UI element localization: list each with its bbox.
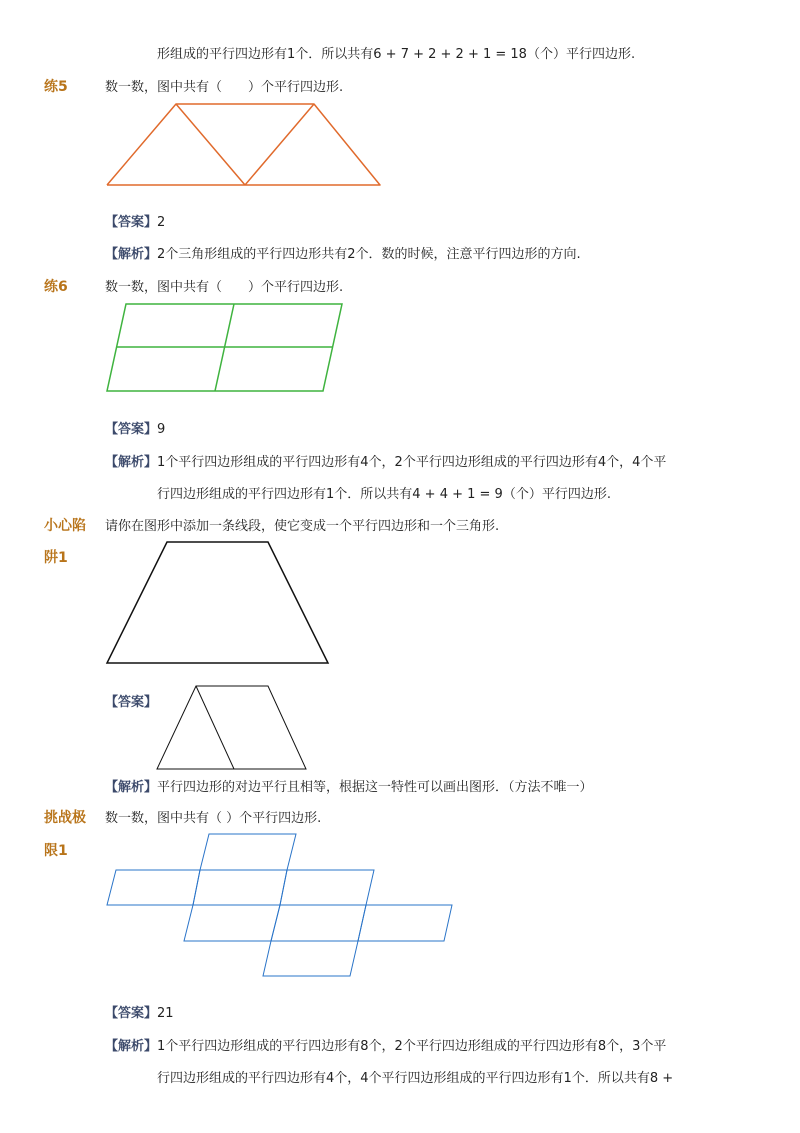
trap-1-question: 请你在图形中添加一条线段，使它变成一个平行四边形和一个三角形. bbox=[105, 519, 500, 534]
answer-tag: 【答案】 bbox=[105, 1006, 158, 1021]
challenge-1-analysis-line2: 行四边形组成的平行四边形有4个，4个平行四边形组成的平行四边形有1个．所以共有8 + bbox=[157, 1071, 674, 1086]
answer-value: 21 bbox=[157, 1006, 174, 1021]
analysis-text: 2个三角形组成的平行四边形共有2个．数的时候，注意平行四边形的方向. bbox=[157, 247, 581, 262]
answer-value: 2 bbox=[157, 215, 166, 230]
trap-1-label-line1: 小心陷 bbox=[44, 518, 86, 534]
challenge-1-question: 数一数，图中共有（ ）个平行四边形. bbox=[105, 811, 322, 826]
analysis-text: 平行四边形的对边平行且相等，根据这一特性可以画出图形．（方法不唯一） bbox=[157, 780, 593, 795]
trap-1-label-line2: 阱1 bbox=[44, 550, 68, 566]
cell-row1-c bbox=[280, 870, 374, 905]
exercise-6-analysis-line2: 行四边形组成的平行四边形有1个．所以共有4 + 4 + 1 = 9（个）平行四边形. bbox=[157, 487, 611, 502]
exercise-6-label: 练6 bbox=[44, 279, 68, 295]
cell-row2-b bbox=[271, 905, 366, 941]
analysis-text: 1个平行四边形组成的平行四边形有8个，2个平行四边形组成的平行四边形有8个，3个平 bbox=[157, 1039, 667, 1054]
analysis-tag: 【解析】 bbox=[105, 247, 158, 262]
answer-tag: 【答案】 bbox=[105, 695, 158, 710]
cell-row2-c bbox=[358, 905, 452, 941]
challenge-1-label-line2: 限1 bbox=[44, 843, 68, 859]
exercise-5-label: 练5 bbox=[44, 79, 68, 95]
challenge-1-answer bbox=[105, 1005, 174, 1023]
answer-tag: 【答案】 bbox=[105, 215, 158, 230]
cell-row2-a bbox=[184, 905, 280, 941]
analysis-text: 1个平行四边形组成的平行四边形有4个，2个平行四边形组成的平行四边形有4个，4个平 bbox=[157, 455, 667, 470]
top-continuation-text: 形组成的平行四边形有1个．所以共有6 + 7 + 2 + 2 + 1 = 18（个）平行四边形. bbox=[157, 47, 636, 62]
analysis-tag: 【解析】 bbox=[105, 1039, 158, 1054]
answer-value: 9 bbox=[157, 422, 166, 437]
answer-tag: 【答案】 bbox=[105, 422, 158, 437]
challenge-1-analysis-line1 bbox=[105, 1038, 666, 1056]
challenge-1-label-line1: 挑战极 bbox=[44, 810, 86, 826]
cell-bottom bbox=[263, 941, 358, 976]
cell-row1-b bbox=[193, 870, 287, 905]
cell-top bbox=[200, 834, 296, 870]
exercise-6-question: 数一数，图中共有（ ）个平行四边形. bbox=[105, 280, 344, 295]
analysis-tag: 【解析】 bbox=[105, 455, 158, 470]
cell-row1-a bbox=[107, 870, 200, 905]
analysis-tag: 【解析】 bbox=[105, 780, 158, 795]
exercise-5-question: 数一数，图中共有（ ）个平行四边形. bbox=[105, 80, 344, 95]
